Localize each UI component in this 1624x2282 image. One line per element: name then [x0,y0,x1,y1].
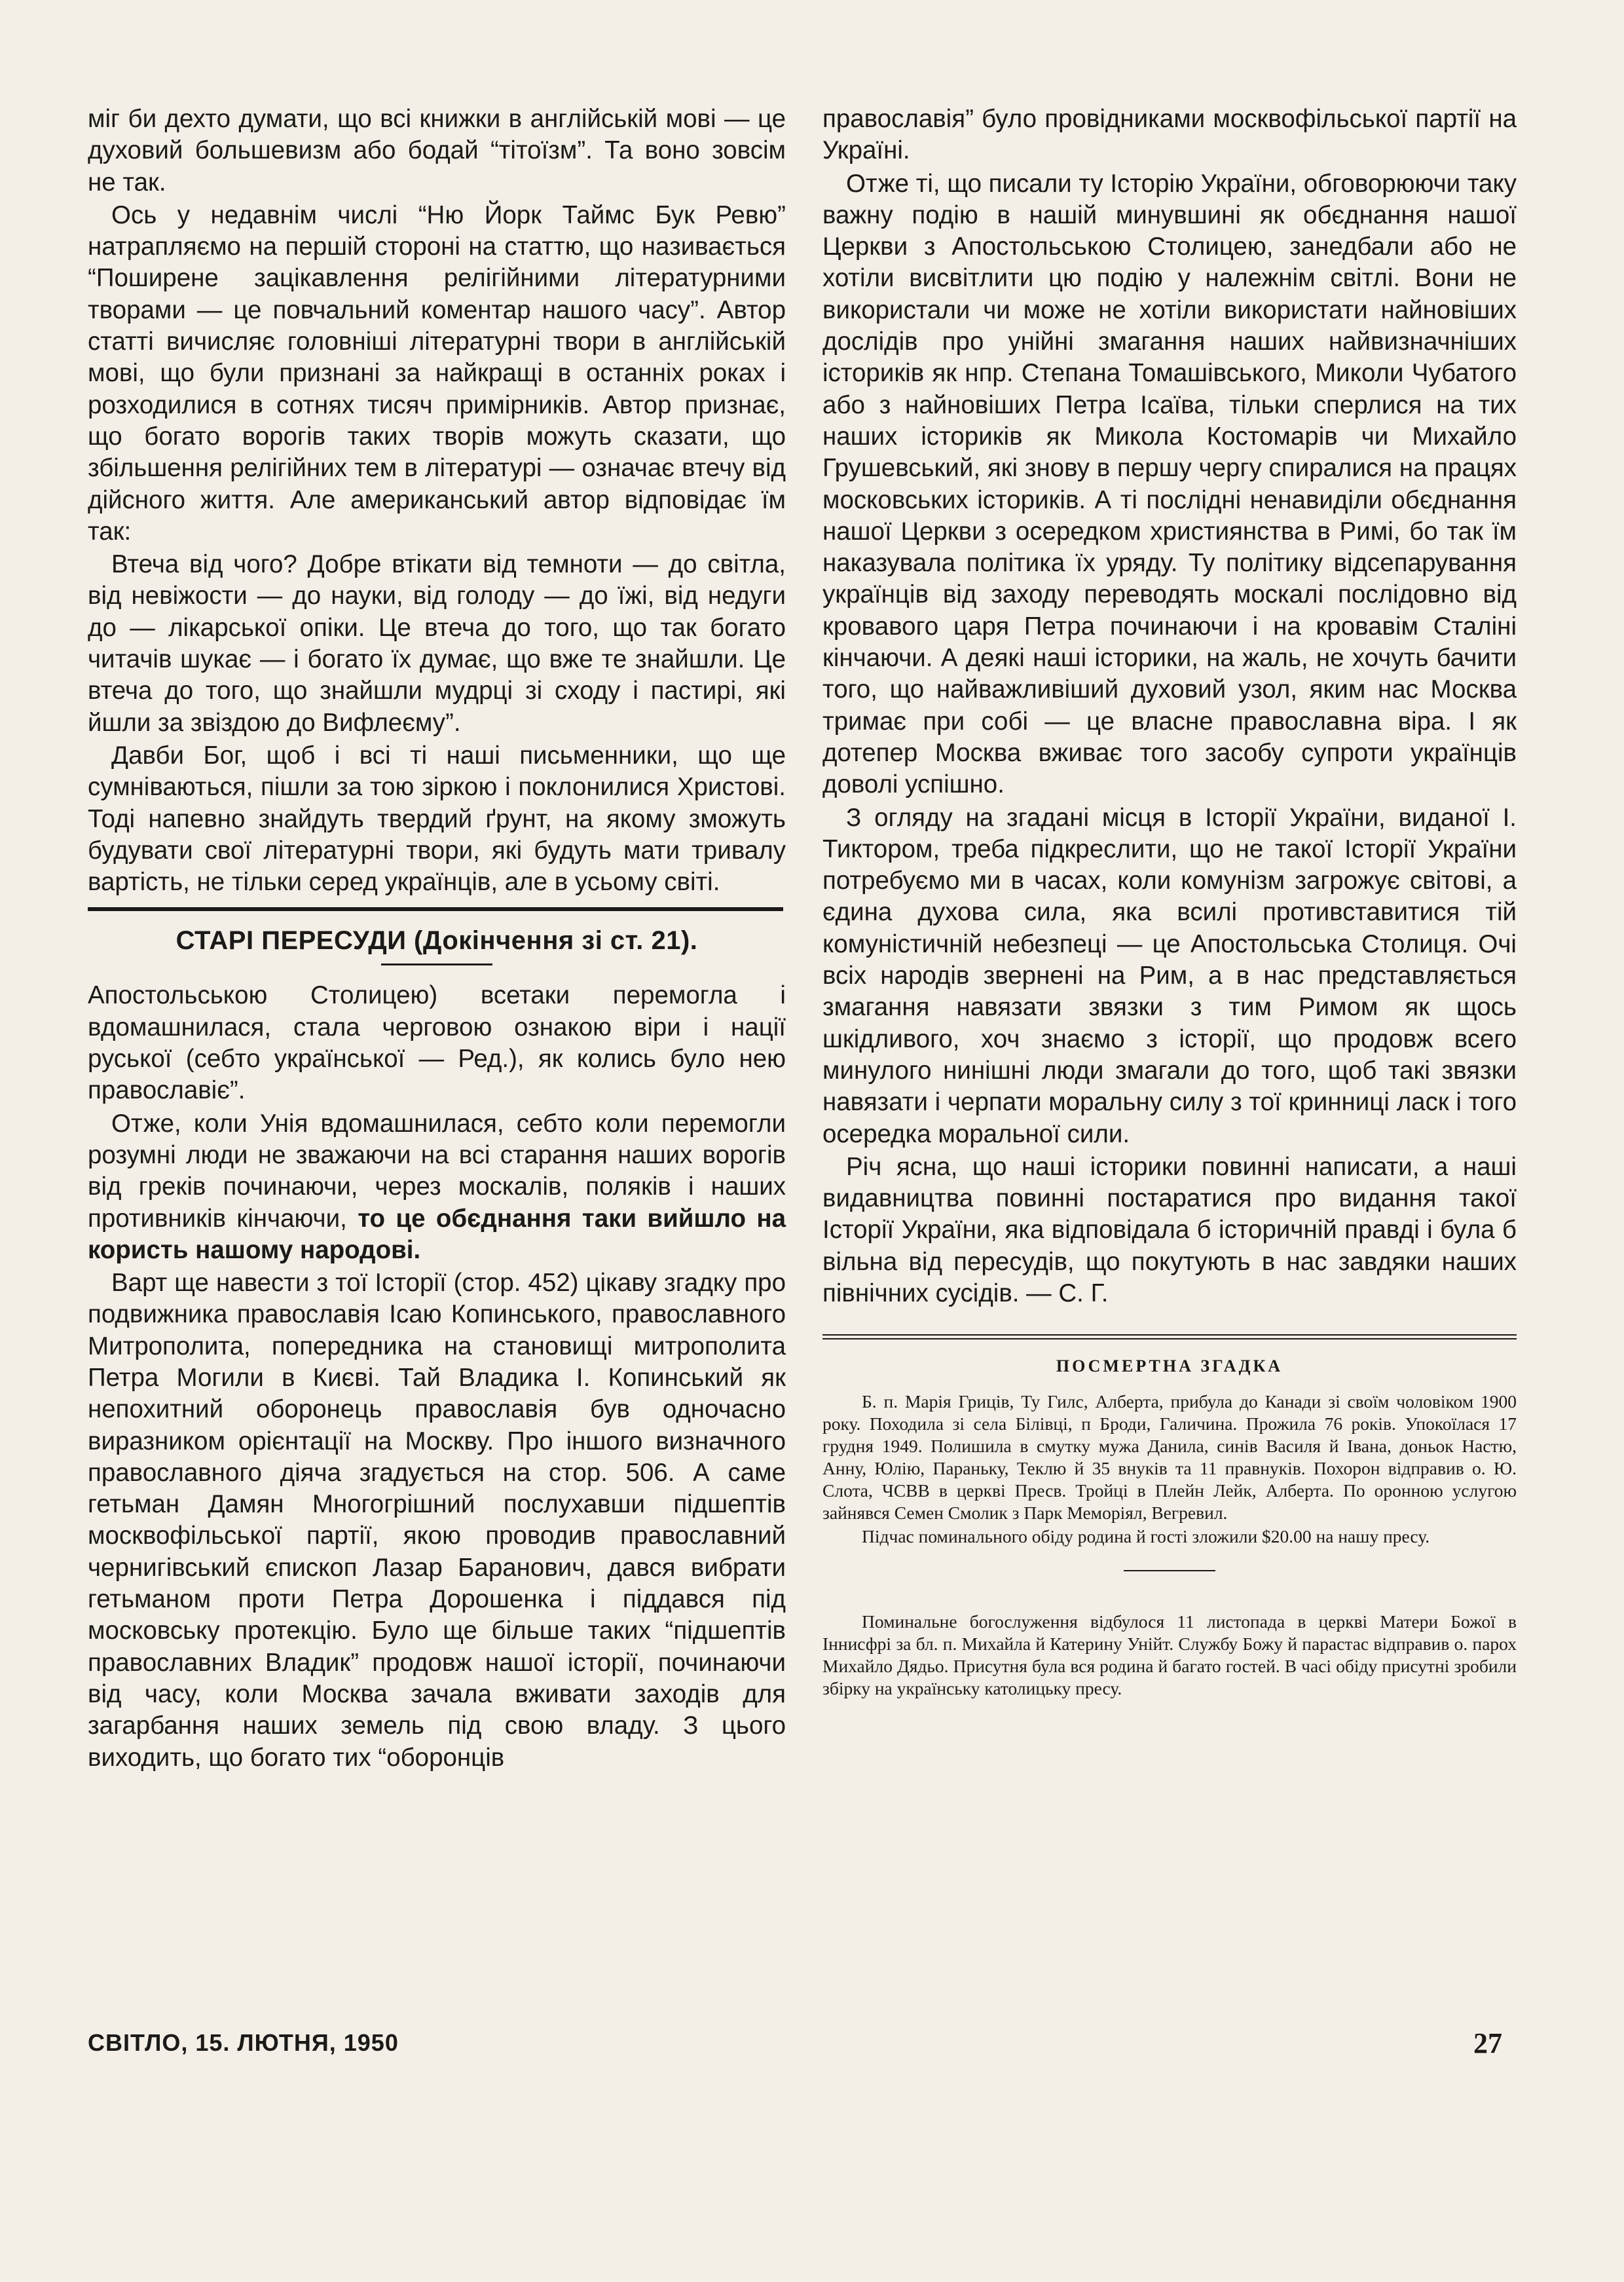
page-number: 27 [1473,2027,1502,2059]
article-paragraph: міг би дехто думати, що всі книжки в англійській мові — це духовий большевизм або бодай “тітоїзм”. Та воно зовсім не так. [88,105,786,196]
paragraph-text: Отже, коли Унія вдомашнилася, себто коли перемогли розумні люди не зважаючи на всі старання наших ворогів від греків починаючи, через москалів, поляків і наших противників кінчаючи, [88,1109,786,1233]
notice-paragraph: Підчас поминального обіду родина й гості зложили $20.00 на нашу пресу. [862,1526,1430,1547]
article-paragraph [88,1108,786,1266]
heading-underline [381,963,492,965]
section-divider [88,907,783,911]
article-paragraph: Давби Бог, щоб і всі ті наші письменники, що ще сумніваються, пішли за тою зіркою і поклонилися Христові. Тоді напевно знайдуть твердий ґрунт, на якому зможуть будувати свої літературні твори, які будуть мати тривалу вартість, не тільки серед українців, але в усьому світі. [88,741,786,897]
article-paragraph: Отже ті, що писали ту Історію України, обговорюючи таку важну подію в нашій минувшині як обєднання нашої Церкви з Апостольською Столицею, занедбали або не хотіли висвітлити цю подію у належнім світлі. Вони не використали чи може не хотіли використати найновіших дослідів про унійні змагання наших найвизначніших істориків як нпр. Степана Томашівського, Миколи Чубатого або з найновіших Петра Ісаїва, тільки сперлися на тих наших істориків як Микола Костомарів чи Михайло Грушевський, які знову в першу чергу спиралися на працях московських істориків. А ті послідні ненавиділи обєднання нашої Церкви з осередком християнства в Римі, бо так їм наказувала політика їх уряду. Ту політику відсепарування українців від заходу переводять москалі послідовно від кровавого царя Петра починаючи і на кровавім Сталіні кінчаючи. А деякі наші історики, на жаль, не хочуть бачити того, що найважливіший духовий узол, яким нас Москва тримає при собі — це власне православна віра. І як дотепер Москва вживає того засобу супроти українців доволі успішно. [822,169,1517,799]
article-paragraph: Варт ще навести з тої Історії (стор. 452) цікаву згадку про подвижника православія Ісаю Копинського, православного Митрополита, попередника на становищі митрополита Петра Могили в Києві. Тай Владика І. Копинський як непохитний оборонець православія був одночасно виразником орієнтації на Москву. Про іншого визначного православного діяча згадується на стор. 506. А саме гетьман Дамян Многогрішний послухавши підшептів москвофільської партії, якою проводив православний чернигівський єпископ Лазар Баранович, дався вибрати гетьманом проти Петра Дорошенка і піддався під московську протекцію. Було ще більше таких “підшептів православних Владик” продовж нашої історії, починаючи від часу, коли Москва зачала вживати заходів для загарбання наших земель під свою владу. З цього виходить, що богато тих “оборонців [88,1269,786,1772]
notice-separator [1124,1570,1215,1571]
section-heading: СТАРІ ПЕРЕСУДИ (Докінчення зі ст. 21). [175,926,698,956]
article-paragraph: православія” було провідниками москвофільської партії на Україні. [822,105,1517,165]
notice-paragraph: Поминальне богослуження відбулося 11 листопада в церкві Матери Божої в Іннисфрі за бл. п. Михайла й Катерину Унійт. Службу Божу й парастас відправив о. парох Михайло Дядьо. Присутня була вся родина й багато гостей. В часі обіду присутні зробили збірку на українську католицьку пресу. [822,1611,1517,1699]
article-paragraph: Апостольською Столицею) всетаки перемогла і вдомашнилася, стала черговою ознакою віри і нації руської (себто української — Ред.), як колись було нею православіє”. [88,981,786,1105]
notice-title: ПОСМЕРТНА ЗГАДКА [1056,1356,1283,1376]
emphasized-text: то це обєднання таки вийшло на користь нашому народові. [88,1204,786,1264]
article-paragraph: Втеча від чого? Добре втікати від темноти — до світла, від невіжости — до науки, від голоду — до їжі, від недуги до — лікарської опіки. Це втеча до того, що так богато читачів шукає — і богато їх думає, що вже те знайшли. Це втеча до того, що знайшли мудрці зі сходу і пастирі, які йшли за звіздою до Вифлеєму”. [88,550,786,737]
notice-divider [822,1334,1517,1339]
left-column [88,103,786,1775]
article-paragraph: Річ ясна, що наші історики повинні написати, а наші видавництва повинні постаратися про видання такої Історії України, яка відповідала б історичній правді і була б вільна від пересудів, що покутують в нас завдяки наших північних сусідів. — С. Г. [822,1152,1517,1307]
article-paragraph: Ось у недавнім числі “Ню Йорк Таймс Бук Ревю” натрапляємо на першій стороні на статтю, що називається “Поширене зацікавлення релігійними літературними творами — це повчальний коментар нашого часу”. Автор статті вичисляє головніші літературні твори в англійській мові, що були признані за найкращі в останніх роках і розходилися в сотнях тисяч примірників. Автор признає, що богато ворогів таких творів можуть сказати, що збільшення релігійних тем в літературі — означає втечу від дійсного життя. Але американський автор відповідає їм так: [88,200,786,546]
article-paragraph: З огляду на згадані місця в Історії України, виданої І. Тиктором, треба підкреслити, що не такої Історії України потребуємо ми в часах, коли комунізм загрожує світові, а єдина духова сила, яка всилі противставитися тій комуністичній небезпеці — це Апостольська Столиця. Очі всіх народів звернені на Рим, а в нас представляється змагання навязати звязки з тим Римом як щось шкідливого, хоч знаємо з історії, що продовж всего минулого нинішні люди змагали до того, щоб такі звязки навязати і черпати моральну силу з тої кринниці ласк і того осередка моральної сили. [822,803,1517,1148]
notice-paragraph: Б. п. Марія Гриців, Ту Гилс, Алберта, прибула до Канади зі своїм чоловіком 1900 року. Походила зі села Білівці, п Броди, Галичина. Прожила 76 років. Упокоїлася 17 грудня 1949. Полишила в смутку мужа Данила, синів Василя й Івана, доньок Настю, Анну, Юлію, Параньку, Теклю й 35 внуків та 11 правнуків. Похорон відправив о. Ю. Слота, ЧСВВ в церкві Пресв. Тройці в Плейн Лейк, Алберта. По оронною услугою зайнявся Семен Смолик з Парк Меморіял, Вегревил. [822,1391,1517,1524]
publication-footer: СВІТЛО, 15. ЛЮТНЯ, 1950 [88,2029,399,2056]
right-column [822,103,1517,1701]
